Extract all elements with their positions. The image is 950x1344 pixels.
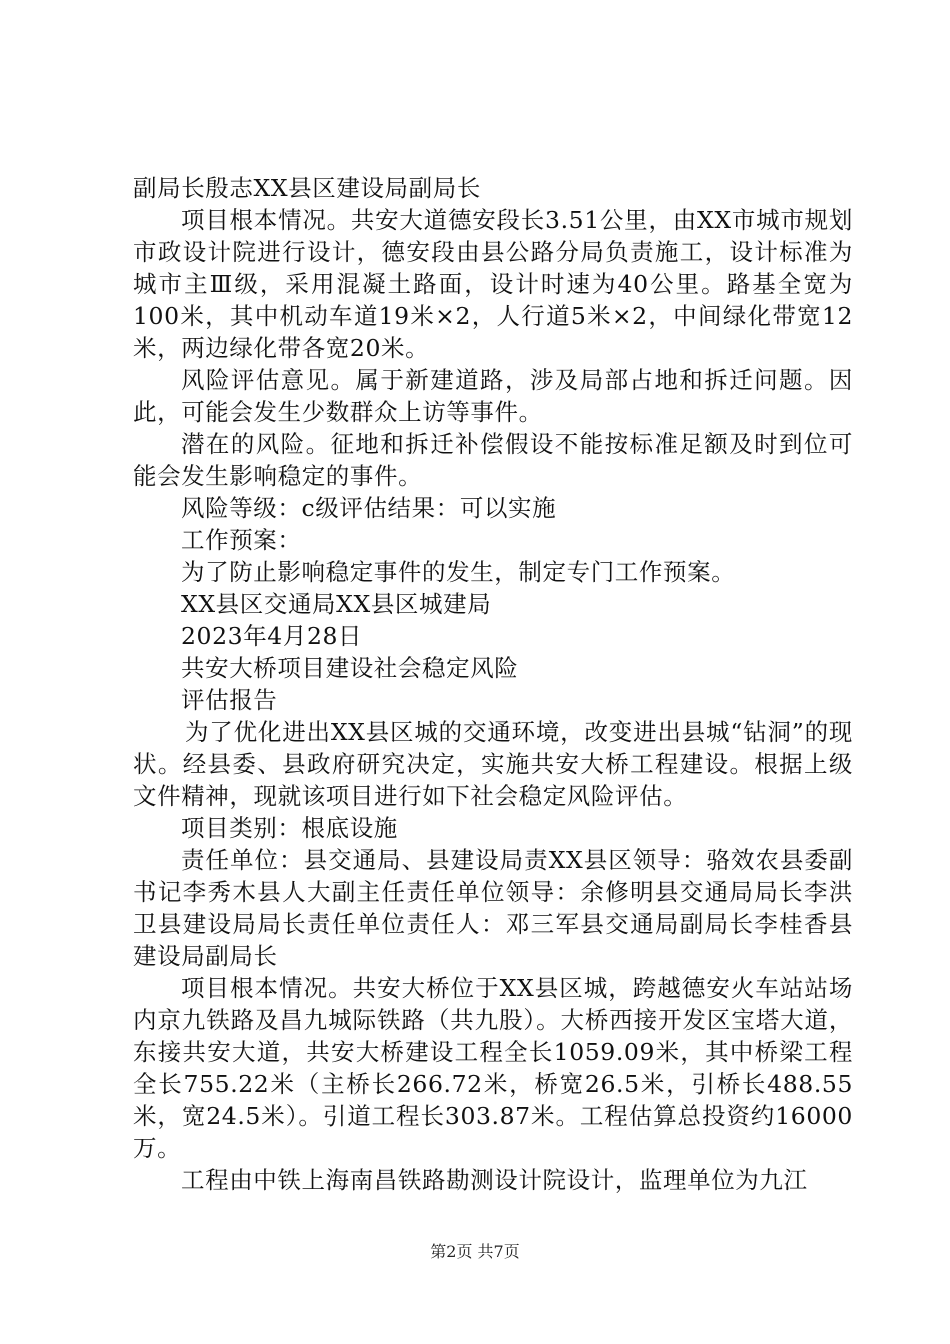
paragraph-risk-opinion: 风险评估意见。属于新建道路，涉及局部占地和拆迁问题。因此，可能会发生少数群众上访等事件。 [133,366,853,426]
paragraph-leader-title: 副局长殷志XX县区建设局副局长 [133,174,481,202]
paragraph-bridge-intro: 为了优化进出XX县区城的交通环境，改变进出县城“钻洞”的现状。经县委、县政府研究决定，实施共安大桥工程建设。根据上级文件精神，现就该项目进行如下社会稳定风险评估。 [133,718,853,810]
paragraph-responsible-units: 责任单位：县交通局、县建设局责XX县区领导：骆效农县委副书记李秀木县人大副主任责任单位领导：余修明县交通局局长李洪卫县建设局局长责任单位责任人：邓三军县交通局副局长李桂香县建设局副局长 [133,846,853,970]
paragraph-bridge-overview: 项目根本情况。共安大桥位于XX县区城，跨越德安火车站站场内京九铁路及昌九城际铁路（共九股）。大桥西接开发区宝塔大道，东接共安大道，共安大桥建设工程全长1059.09米，其中桥梁工程全长755.22米（主桥长266.72米，桥宽26.5米，引桥长488.55米，宽24.5米）。引道工程长303.87米。工程估算总投资约16000万。 [133,974,853,1162]
paragraph-date: 2023年4月28日 [181,622,363,650]
page-indicator: 第2页 共7页 [430,1242,520,1261]
paragraph-report-title: 共安大桥项目建设社会稳定风险 [181,654,519,682]
paragraph-report-subtitle: 评估报告 [181,686,278,714]
paragraph-risk-level: 风险等级：c级评估结果：可以实施 [181,494,557,522]
paragraph-potential-risk: 潜在的风险。征地和拆迁补偿假设不能按标准足额及时到位可能会发生影响稳定的事件。 [133,430,853,490]
paragraph-work-plan-heading: 工作预案： [181,526,302,554]
document-body [133,172,853,1196]
paragraph-work-plan: 为了防止影响稳定事件的发生，制定专门工作预案。 [181,558,736,586]
paragraph-avenue-overview: 项目根本情况。共安大道德安段长3.51公里，由XX市城市规划市政设计院进行设计，德安段由县公路分局负责施工，设计标准为城市主Ⅲ级，采用混凝土路面，设计时速为40公里。路基全宽为100米，其中机动车道19米×2，人行道5米×2，中间绿化带宽12米，两边绿化带各宽20米。 [133,206,853,362]
paragraph-project-category: 项目类别：根底设施 [181,814,398,842]
paragraph-design-supervision: 工程由中铁上海南昌铁路勘测设计院设计，监理单位为九江 [181,1166,808,1194]
paragraph-issuing-units: XX县区交通局XX县区城建局 [181,590,492,618]
